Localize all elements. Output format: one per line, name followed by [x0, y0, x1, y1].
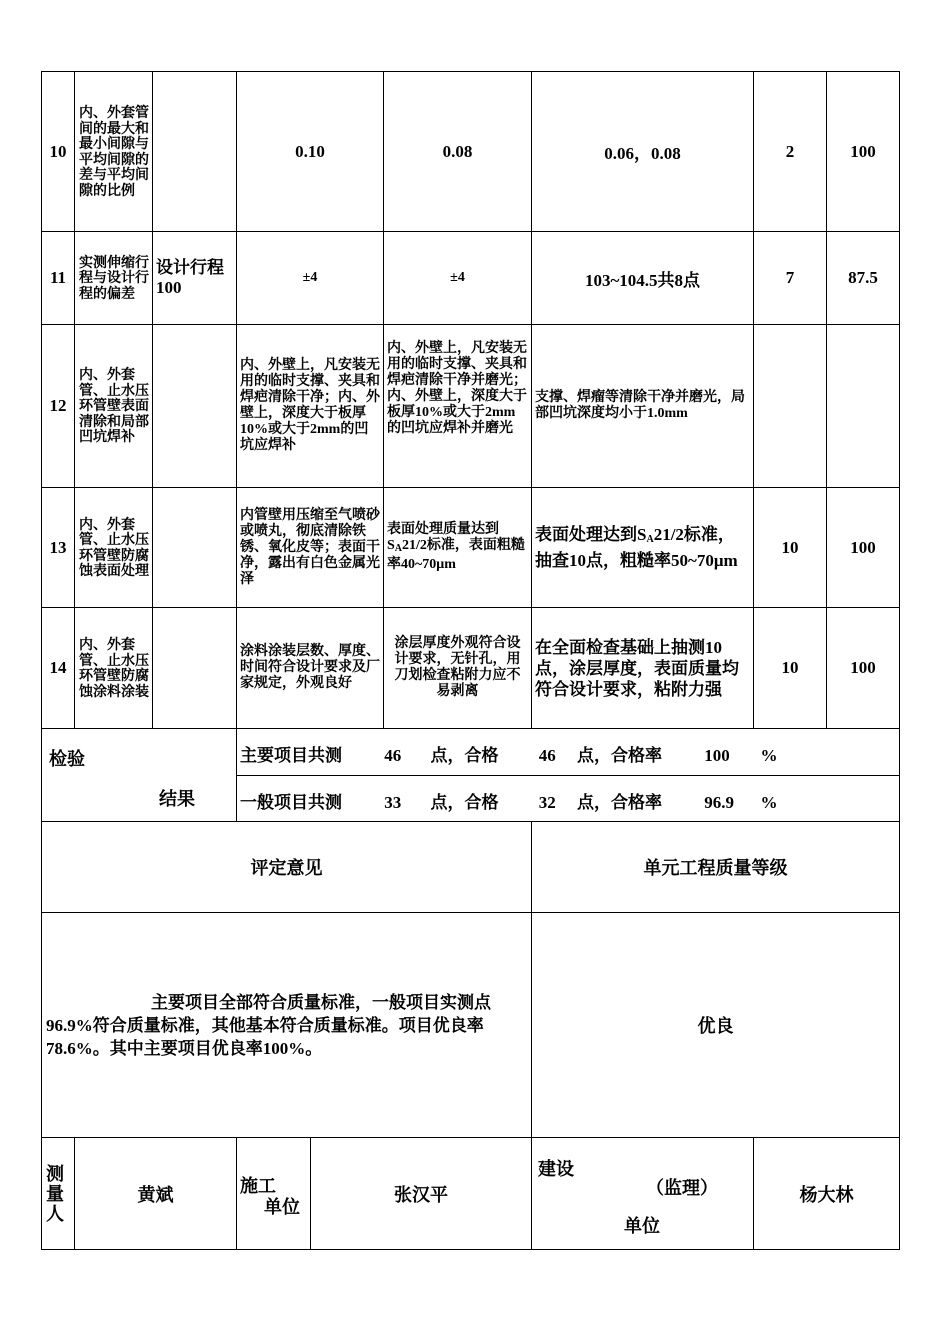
inspection-item: [75, 325, 152, 487]
inspection-item: [75, 488, 152, 607]
owner-name: 杨大林: [799, 1184, 854, 1205]
pass-count: 7: [785, 268, 795, 287]
design-value: [153, 72, 236, 231]
pass-count: 10: [781, 658, 799, 677]
construction-label-2: 单位: [264, 1197, 300, 1217]
surveyor-label: [46, 1164, 70, 1224]
main-passed: 46: [538, 746, 556, 765]
main-unit2: 点，合格率: [577, 746, 662, 765]
quality-assessment-table: [41, 71, 900, 1250]
design-value: [153, 325, 236, 487]
inspection-item: [75, 72, 152, 231]
qualified-text: 内、外壁上，凡安装无用的临时支撑、夹具和焊疤清除干净并磨光；内、外壁上，深度大于板厚10%或大于2mm的凹坑应焊补并磨光: [387, 341, 527, 436]
inspection-label-bottom: 结果: [159, 789, 195, 809]
excellent-standard: [237, 608, 383, 728]
row-number: 10: [49, 141, 67, 161]
excellent-text: 涂料涂装层数、厚度、时间符合设计要求及厂家规定，外观良好: [240, 644, 380, 691]
row-number: 14: [49, 658, 67, 677]
main-label: 主要项目共测: [240, 746, 342, 765]
pass-count: 2: [785, 141, 795, 161]
general-unit1: 点，合格: [430, 793, 499, 812]
inspection-item: [75, 232, 152, 324]
item-text: 内、外套管间的最大和最小间隙与平均间隙的差与平均间隙的比例: [79, 106, 149, 199]
row-number: 12: [49, 396, 67, 415]
pass-rate: 87.5: [848, 268, 878, 287]
opinion-text-content: 主要项目全部符合质量标准，一般项目实测点96.9%符合质量标准，其他基本符合质量标准。项目优良率78.6%。其中主要项目优良率100%。: [46, 992, 491, 1058]
inspection-item: [75, 608, 152, 728]
row-number: 13: [49, 537, 67, 557]
qualified-standard: 0.08: [442, 141, 473, 161]
main-rate: 100: [704, 746, 730, 765]
excellent-standard: ±4: [302, 270, 318, 285]
measured-value: [532, 325, 753, 487]
grade-header: 单元工程质量等级: [643, 858, 788, 878]
qualified-text-b: 21/2标准，表面粗糙率40~70μm: [387, 538, 525, 572]
owner-label-3: 单位: [624, 1216, 660, 1236]
measured-text: [535, 524, 749, 571]
excellent-text: 内、外壁上，凡安装无用的临时支撑、夹具和焊疤清除干净；内、外壁上，深度大于板厚10%或大于2mm的凹坑应焊补: [240, 358, 380, 453]
opinion-text: [46, 913, 526, 1137]
owner-label-1: 建设: [538, 1159, 574, 1179]
design-value: [153, 488, 236, 607]
pass-count: [754, 325, 826, 487]
general-unit2: 点，合格率: [577, 793, 662, 812]
design-value: [153, 608, 236, 728]
pass-rate: 100: [850, 537, 876, 557]
excellent-standard: [237, 488, 383, 607]
construction-name: 张汉平: [394, 1184, 448, 1205]
measured-value: [532, 608, 753, 728]
surveyor-name: 黄斌: [137, 1184, 174, 1205]
measured-value: 103~104.5共8点: [584, 270, 701, 290]
general-items-summary: [240, 788, 895, 813]
item-text: 内、外套管、止水压环管壁表面清除和局部凹坑焊补: [79, 368, 149, 446]
design-text: 设计行程100: [156, 258, 224, 297]
measured-text-b: 21/2标准，抽查10点，粗糙率50~70μm: [535, 525, 738, 570]
excellent-text: 内管壁用压缩至气喷砂或喷丸，彻底清除铁锈、氧化皮等；表面干净，露出有白色金属光泽: [240, 507, 380, 587]
pass-rate: 100: [850, 141, 876, 161]
surveyor-label-text: 测量人: [46, 1164, 64, 1224]
measured-text-a: 表面处理达到S: [535, 525, 647, 544]
item-text: 内、外套管、止水压环管壁防腐蚀表面处理: [79, 517, 149, 579]
measured-text: 支撑、焊瘤等清除干净并磨光，局部凹坑深度均小于1.0mm: [535, 390, 745, 421]
measured-value: [532, 488, 753, 607]
measured-text: 在全面检查基础上抽测10点，涂层厚度，表面质量均符合设计要求，粘附力强: [535, 637, 739, 699]
qualified-standard: [384, 488, 531, 607]
excellent-standard: [237, 325, 383, 487]
qualified-standard: [384, 325, 531, 487]
general-total: 33: [384, 793, 402, 812]
general-rate: 96.9: [704, 793, 734, 812]
inspection-label-top: 检验: [49, 749, 85, 769]
qualified-standard: [384, 608, 531, 728]
main-pct: %: [760, 746, 778, 765]
opinion-header: 评定意见: [250, 858, 323, 878]
design-value: [153, 232, 236, 324]
general-label: 一般项目共测: [240, 793, 342, 812]
main-items-summary: [240, 741, 895, 766]
qualified-text-sub: A: [394, 543, 403, 554]
row-number: 11: [49, 268, 67, 287]
pass-rate: [827, 325, 899, 487]
item-text: 内、外套管、止水压环管壁防腐蚀涂料涂装: [79, 638, 149, 700]
construction-label-1: 施工: [240, 1176, 276, 1196]
qualified-standard: ±4: [450, 270, 465, 285]
main-total: 46: [384, 746, 402, 765]
pass-rate: 100: [850, 658, 876, 677]
pass-count: 10: [781, 537, 799, 557]
owner-label-2: （监理）: [646, 1178, 718, 1198]
quality-grade: 优良: [697, 1016, 734, 1036]
item-text: 实测伸缩行程与设计行程的偏差: [79, 255, 149, 302]
general-pct: %: [760, 793, 778, 812]
general-passed: 32: [538, 793, 556, 812]
measured-value: 0.06，0.08: [604, 144, 681, 163]
measured-text-sub: A: [646, 534, 654, 545]
main-unit1: 点，合格: [430, 746, 499, 765]
excellent-standard: 0.10: [295, 141, 325, 161]
qualified-text: 涂层厚度外观符合设计要求，无针孔，用刀划检查粘附力应不易剥离: [394, 636, 521, 699]
qualified-text: [387, 522, 529, 573]
qualified-text-a: 表面处理质量达到S: [387, 522, 499, 553]
